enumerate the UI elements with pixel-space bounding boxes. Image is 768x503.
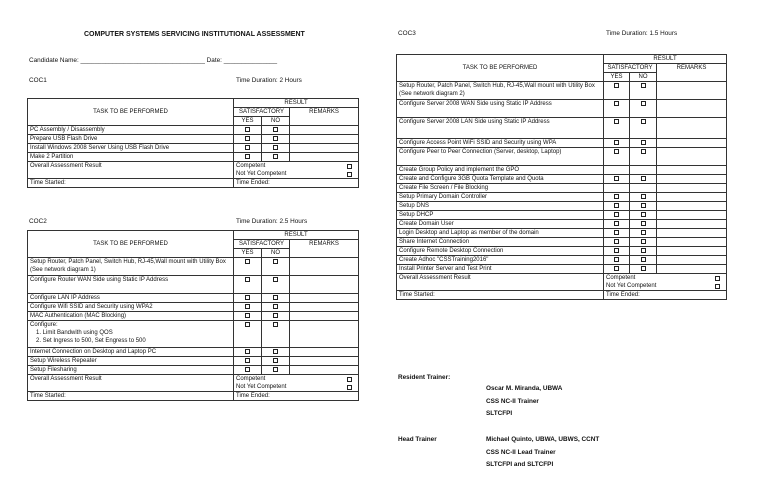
coc1-table: TASK TO BE PERFORMED RESULT SATISFACTORY REMARKS YES NO PC Assembly / Disassembly Prepare USB Flash Drive Install Windows 2008 Server Using USB Flash Drive Make 2 Partition Overall Assessment Result Competent Not Yet Competent Time Started: Time Ended:	[27, 98, 359, 188]
checkbox[interactable]	[614, 119, 619, 124]
checkbox[interactable]	[273, 367, 278, 372]
checkbox[interactable]	[245, 154, 250, 159]
table-row: Configure Remote Desktop Connection	[397, 247, 727, 256]
head-trainer-name: Michael Quinto, UBWA, UBWS, CCNT	[486, 436, 600, 443]
time-started: Time Started:	[397, 291, 604, 300]
remarks-header: REMARKS	[290, 240, 359, 258]
checkbox[interactable]	[273, 322, 278, 327]
table-row: PC Assembly / Disassembly	[28, 126, 359, 135]
checkbox[interactable]	[641, 149, 646, 154]
checkbox[interactable]	[273, 349, 278, 354]
checkbox[interactable]	[273, 277, 278, 282]
table-row: Configure Server 2008 WAN Side using Static IP Address	[397, 100, 727, 118]
checkbox[interactable]	[614, 101, 619, 106]
yes-header: YES	[234, 249, 262, 258]
result-header: RESULT	[234, 231, 359, 240]
checkbox[interactable]	[614, 194, 619, 199]
table-row: Create Adhoc "CSSTraining2016"	[397, 256, 727, 265]
checkbox[interactable]	[273, 154, 278, 159]
coc2-duration: Time Duration: 2.5 Hours	[236, 218, 308, 225]
resident-trainer-org: SLTCFPI	[486, 410, 513, 417]
checkbox[interactable]	[641, 257, 646, 262]
checkbox[interactable]	[614, 203, 619, 208]
checkbox[interactable]	[273, 136, 278, 141]
checkbox[interactable]	[641, 248, 646, 253]
checkbox[interactable]	[641, 266, 646, 271]
checkbox[interactable]	[614, 221, 619, 226]
overall-result: Overall Assessment Result	[28, 375, 234, 392]
table-row: Make 2 Partition	[28, 153, 359, 162]
table-row: Create Group Policy and implement the GPO	[397, 166, 727, 175]
checkbox[interactable]	[641, 203, 646, 208]
checkbox[interactable]	[614, 149, 619, 154]
table-row: Setup Wireless Repeater	[28, 357, 359, 366]
table-row: Configure LAN IP Address	[28, 294, 359, 303]
head-trainer-label: Head Trainer	[398, 436, 437, 443]
overall-result: Overall Assessment Result	[28, 162, 234, 179]
table-row: Setup Router, Patch Panel, Switch Hub, RJ-45,Wall mount with Utility Box (See network diagram 1)	[28, 258, 359, 276]
resident-trainer-title: CSS NC-II Trainer	[486, 398, 539, 405]
satisfactory-header: SATISFACTORY	[604, 64, 657, 73]
head-trainer-org: SLTCFPI and SLTCFPI	[486, 461, 554, 468]
checkbox[interactable]	[245, 277, 250, 282]
checkbox[interactable]	[715, 284, 720, 289]
checkbox[interactable]	[273, 295, 278, 300]
checkbox[interactable]	[641, 176, 646, 181]
checkbox[interactable]	[614, 248, 619, 253]
no-header: NO	[262, 117, 290, 126]
checkbox[interactable]	[614, 266, 619, 271]
checkbox[interactable]	[641, 83, 646, 88]
table-row: Configure Router WAN Side using Static IP Address	[28, 276, 359, 294]
table-row: Install Windows 2008 Server Using USB Flash Drive	[28, 144, 359, 153]
coc2-label: COC2	[29, 218, 47, 225]
table-row: Setup DNS	[397, 202, 727, 211]
task-header: TASK TO BE PERFORMED	[28, 99, 234, 126]
resident-trainer-name: Oscar M. Miranda, UBWA	[486, 385, 563, 392]
task-header: TASK TO BE PERFORMED	[397, 55, 604, 82]
table-row: Setup Primary Domain Controller	[397, 193, 727, 202]
table-row: Configure: 1. Limit Bandwith using QOS 2. Set Ingress to 500, Set Engress to 500	[28, 321, 359, 348]
checkbox[interactable]	[273, 127, 278, 132]
satisfactory-header: SATISFACTORY	[234, 108, 290, 117]
checkbox[interactable]	[614, 230, 619, 235]
time-ended: Time Ended:	[234, 179, 359, 188]
task-header: TASK TO BE PERFORMED	[28, 231, 234, 258]
table-row: Internet Connection on Desktop and Laptop PC	[28, 348, 359, 357]
table-row: Setup Filesharing	[28, 366, 359, 375]
checkbox[interactable]	[614, 239, 619, 244]
checkbox[interactable]	[245, 259, 250, 264]
table-row: Install Printer Server and Test Print	[397, 265, 727, 274]
checkbox[interactable]	[641, 212, 646, 217]
checkbox[interactable]	[614, 176, 619, 181]
coc3-label: COC3	[398, 30, 416, 37]
checkbox[interactable]	[245, 313, 250, 318]
table-row: Configure Server 2008 LAN Side using Static IP Address	[397, 118, 727, 139]
checkbox[interactable]	[273, 259, 278, 264]
remarks-header: REMARKS	[290, 108, 359, 126]
resident-trainer-label: Resident Trainer:	[398, 374, 451, 381]
checkbox[interactable]	[614, 83, 619, 88]
coc1-label: COC1	[29, 77, 47, 84]
checkbox[interactable]	[245, 136, 250, 141]
checkbox[interactable]	[641, 230, 646, 235]
checkbox[interactable]	[245, 304, 250, 309]
checkbox[interactable]	[641, 221, 646, 226]
table-row: Prepare USB Flash Drive	[28, 135, 359, 144]
table-row: Setup DHCP	[397, 211, 727, 220]
document-title: COMPUTER SYSTEMS SERVICING INSTITUTIONAL ASSESSMENT	[84, 31, 305, 38]
checkbox[interactable]	[641, 140, 646, 145]
overall-result: Overall Assessment Result	[397, 274, 604, 291]
result-header: RESULT	[604, 55, 727, 64]
checkbox[interactable]	[347, 172, 352, 177]
checkbox[interactable]	[641, 239, 646, 244]
candidate-name-line: Candidate Name: ___________________________________ Date: _______________	[29, 57, 278, 64]
table-row: Setup Router, Patch Panel, Switch Hub, RJ-45,Wall mount with Utility Box (See network diagram 2)	[397, 82, 727, 100]
checkbox[interactable]	[273, 145, 278, 150]
table-row: Login Desktop and Laptop as member of the domain	[397, 229, 727, 238]
coc1-duration: Time Duration: 2 Hours	[236, 77, 302, 84]
checkbox[interactable]	[641, 101, 646, 106]
checkbox[interactable]	[245, 145, 250, 150]
checkbox[interactable]	[614, 257, 619, 262]
checkbox[interactable]	[347, 164, 352, 169]
checkbox[interactable]	[614, 140, 619, 145]
table-row: Create File Screen / File Blocking	[397, 184, 727, 193]
table-row: Configure Peer to Peer Connection (Server, desktop, Laptop)	[397, 148, 727, 166]
table-row: Configure Wifi SSID and Security using WPA2	[28, 303, 359, 312]
checkbox[interactable]	[641, 119, 646, 124]
remarks-header: REMARKS	[657, 64, 727, 82]
table-row: MAC Authentication (MAC Blocking)	[28, 312, 359, 321]
coc3-duration: Time Duration: 1.5 Hours	[606, 30, 678, 37]
checkbox[interactable]	[347, 385, 352, 390]
checkbox[interactable]	[245, 127, 250, 132]
coc2-table: TASK TO BE PERFORMED RESULT SATISFACTORY REMARKS YES NO Setup Router, Patch Panel, Switch Hub, RJ-45,Wall mount with Utility Box (See network diagram 1) Configure Router WAN Side using Static IP Address Configure LAN IP Address Configure Wifi SSID and Security using WPA2 MAC Authentication (MAC Blocking) Configure: 1. Limit Bandwith using QOS 2. Set Ingress to 500, Set Engress to 500 Internet Connection on Desktop and Laptop PC Setup Wireless Repeater Setup Filesharing Overall Assessment Result Competent Not Yet Competent Time Started: Time Ended:	[27, 230, 359, 401]
checkbox[interactable]	[715, 276, 720, 281]
checkbox[interactable]	[273, 358, 278, 363]
coc3-table: TASK TO BE PERFORMED RESULT SATISFACTORY REMARKS YES NO Setup Router, Patch Panel, Switch Hub, RJ-45,Wall mount with Utility Box (See network diagram 2) Configure Server 2008 WAN Side using Static IP Address Configure Server 2008 LAN Side using Static IP Address Configure Access Point WiFi SSID and Security using WPA Configure Peer to Peer Connection (Server, desktop, Laptop) Create Group Policy and implement the GPO Create and Configure 3GB Quota Template and Quota Create File Screen / File Blocking Setup Primary Domain Controller Setup DNS Setup DHCP Create Domain User Login Desktop and Laptop as member of the domain Share Internet Connection Configure Remote Desktop Connection Create Adhoc "CSSTraining2016" Install Printer Server and Test Print Overall Assessment Result Competent Not Yet Competent Time Started: Time Ended:	[396, 54, 727, 300]
checkbox[interactable]	[245, 358, 250, 363]
checkbox[interactable]	[641, 194, 646, 199]
satisfactory-header: SATISFACTORY	[234, 240, 290, 249]
no-header: NO	[630, 73, 657, 82]
no-header: NO	[262, 249, 290, 258]
time-started: Time Started:	[28, 392, 234, 401]
time-ended: Time Ended:	[234, 392, 359, 401]
time-ended: Time Ended:	[604, 291, 727, 300]
yes-header: YES	[234, 117, 262, 126]
table-row: Share Internet Connection	[397, 238, 727, 247]
table-row: Create and Configure 3GB Quota Template and Quota	[397, 175, 727, 184]
checkbox[interactable]	[347, 377, 352, 382]
head-trainer-title: CSS NC-II Lead Trainer	[486, 449, 556, 456]
table-row: Configure Access Point WiFi SSID and Security using WPA	[397, 139, 727, 148]
checkbox[interactable]	[614, 212, 619, 217]
yes-header: YES	[604, 73, 630, 82]
checkbox[interactable]	[245, 322, 250, 327]
result-header: RESULT	[234, 99, 359, 108]
time-started: Time Started:	[28, 179, 234, 188]
table-row: Create Domain User	[397, 220, 727, 229]
checkbox[interactable]	[273, 304, 278, 309]
checkbox[interactable]	[273, 313, 278, 318]
checkbox[interactable]	[245, 367, 250, 372]
checkbox[interactable]	[245, 295, 250, 300]
checkbox[interactable]	[245, 349, 250, 354]
